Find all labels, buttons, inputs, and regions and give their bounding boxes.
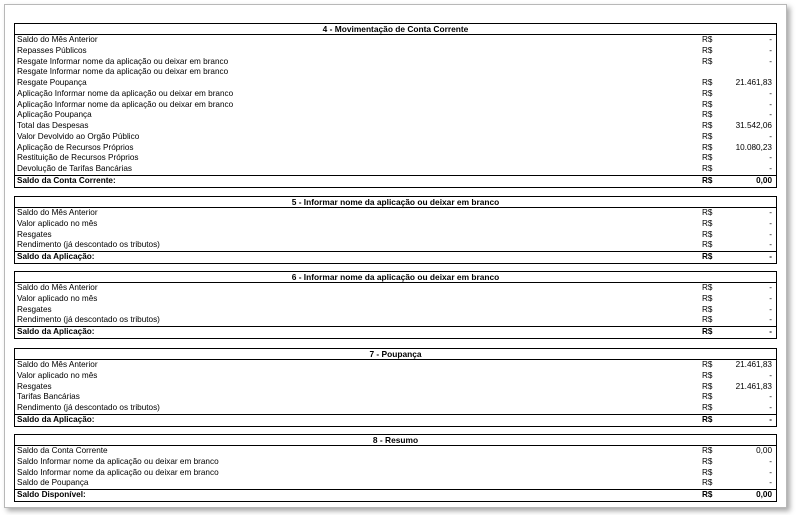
row-value: - xyxy=(769,456,772,466)
row-value: 21.461,83 xyxy=(735,360,772,369)
row-label: Resgate Informar nome da aplicação ou deixar em branco xyxy=(17,56,229,66)
table-row xyxy=(15,240,776,251)
row-value: - xyxy=(769,110,772,120)
table-row xyxy=(15,121,776,132)
row-currency: R$ xyxy=(702,360,713,369)
row-label: Saldo Informar nome da aplicação ou deixar em branco xyxy=(17,467,219,477)
row-currency: R$ xyxy=(702,315,713,325)
row-label: Restituição de Recursos Próprios xyxy=(17,153,139,163)
table-row xyxy=(15,57,776,68)
table-row xyxy=(15,294,776,305)
table-row xyxy=(15,457,776,468)
row-value: - xyxy=(769,467,772,477)
row-label: Saldo de Poupança xyxy=(17,478,89,488)
table-row xyxy=(15,35,776,46)
row-currency: R$ xyxy=(702,240,713,250)
row-currency: R$ xyxy=(702,110,713,120)
row-label: Saldo do Mês Anterior xyxy=(17,360,98,369)
report-frame xyxy=(4,4,787,508)
total-label: Saldo da Aplicação: xyxy=(17,414,95,424)
row-currency: R$ xyxy=(702,304,713,314)
section-title: 6 - Informar nome da aplicação ou deixar em branco xyxy=(15,272,776,283)
row-currency: R$ xyxy=(702,88,713,98)
table-row xyxy=(15,230,776,241)
section-conta-corrente xyxy=(14,23,777,188)
row-currency: R$ xyxy=(702,370,713,380)
row-label: Aplicação Informar nome da aplicação ou deixar em branco xyxy=(17,99,234,109)
row-currency: R$ xyxy=(702,293,713,303)
table-row xyxy=(15,371,776,382)
row-value: - xyxy=(769,293,772,303)
row-value: - xyxy=(769,403,772,412)
total-value: - xyxy=(769,252,772,261)
row-value: - xyxy=(769,88,772,98)
row-label: Saldo da Conta Corrente xyxy=(17,446,108,455)
table-row xyxy=(15,382,776,393)
row-value: - xyxy=(769,218,772,228)
row-label: Rendimento (já descontado os tributos) xyxy=(17,240,160,250)
table-row xyxy=(15,67,776,78)
total-label: Saldo da Conta Corrente: xyxy=(17,175,116,185)
row-value: - xyxy=(769,35,772,44)
row-currency: R$ xyxy=(702,478,713,488)
row-label: Resgates xyxy=(17,304,52,314)
row-currency: R$ xyxy=(702,78,713,87)
row-value: - xyxy=(769,56,772,66)
row-currency: R$ xyxy=(702,381,713,391)
row-label: Aplicação Poupança xyxy=(17,110,92,120)
row-value: - xyxy=(769,208,772,217)
row-value: 21.461,83 xyxy=(735,78,772,87)
table-row xyxy=(15,78,776,89)
table-row xyxy=(15,478,776,489)
row-label: Resgate Informar nome da aplicação ou deixar em branco xyxy=(17,67,229,77)
row-value: - xyxy=(769,315,772,325)
row-value: - xyxy=(769,229,772,239)
row-currency: R$ xyxy=(702,208,713,217)
row-currency: R$ xyxy=(702,456,713,466)
row-label: Resgates xyxy=(17,229,52,239)
table-row xyxy=(15,89,776,100)
total-label: Saldo da Aplicação: xyxy=(17,327,95,336)
table-row xyxy=(15,219,776,230)
row-value: - xyxy=(769,283,772,292)
total-value: 0,00 xyxy=(756,490,772,499)
row-currency: R$ xyxy=(702,467,713,477)
section-title: 5 - Informar nome da aplicação ou deixar em branco xyxy=(15,197,776,208)
row-value: 21.461,83 xyxy=(735,381,772,391)
table-row xyxy=(15,468,776,479)
total-row xyxy=(15,489,776,501)
total-currency: R$ xyxy=(702,252,713,261)
row-label: Valor Devolvido ao Orgão Público xyxy=(17,131,140,141)
row-label: Tarifas Bancárias xyxy=(17,392,80,402)
table-row xyxy=(15,132,776,143)
row-currency: R$ xyxy=(702,121,713,130)
table-row xyxy=(15,208,776,219)
row-label: Valor aplicado no mês xyxy=(17,218,98,228)
row-label: Aplicação de Recursos Próprios xyxy=(17,142,134,152)
row-currency: R$ xyxy=(702,35,713,44)
total-row xyxy=(15,175,776,187)
row-value: - xyxy=(769,304,772,314)
table-row xyxy=(15,360,776,371)
row-value: 31.542,06 xyxy=(735,121,772,130)
row-label: Aplicação Informar nome da aplicação ou deixar em branco xyxy=(17,88,234,98)
row-value: - xyxy=(769,99,772,109)
row-label: Rendimento (já descontado os tributos) xyxy=(17,403,160,412)
table-row xyxy=(15,283,776,294)
row-value: - xyxy=(769,240,772,250)
total-row xyxy=(15,326,776,338)
total-currency: R$ xyxy=(702,490,713,499)
section-title: 4 - Movimentação de Conta Corrente xyxy=(15,24,776,35)
table-row xyxy=(15,153,776,164)
section-aplicacao-5 xyxy=(14,196,777,264)
table-row xyxy=(15,110,776,121)
row-value: - xyxy=(769,131,772,141)
row-label: Devolução de Tarifas Bancárias xyxy=(17,164,132,173)
row-currency: R$ xyxy=(702,283,713,292)
total-value: 0,00 xyxy=(756,175,772,185)
table-row xyxy=(15,446,776,457)
row-currency: R$ xyxy=(702,153,713,163)
table-row xyxy=(15,392,776,403)
row-value: - xyxy=(769,370,772,380)
row-currency: R$ xyxy=(702,392,713,402)
table-row xyxy=(15,143,776,154)
row-currency: R$ xyxy=(702,403,713,412)
row-value: 0,00 xyxy=(756,446,772,455)
row-label: Saldo Informar nome da aplicação ou deixar em branco xyxy=(17,456,219,466)
row-currency: R$ xyxy=(702,229,713,239)
total-value: - xyxy=(769,327,772,336)
total-currency: R$ xyxy=(702,414,713,424)
row-value: - xyxy=(769,164,772,173)
row-currency: R$ xyxy=(702,218,713,228)
row-value: 10.080,23 xyxy=(735,142,772,152)
table-row xyxy=(15,403,776,414)
table-row xyxy=(15,305,776,316)
row-currency: R$ xyxy=(702,446,713,455)
total-row xyxy=(15,414,776,426)
row-label: Rendimento (já descontado os tributos) xyxy=(17,315,160,325)
total-label: Saldo Disponível: xyxy=(17,490,86,499)
table-row xyxy=(15,46,776,57)
total-currency: R$ xyxy=(702,175,713,185)
total-value: - xyxy=(769,414,772,424)
row-label: Repasses Públicos xyxy=(17,45,87,55)
section-title: 8 - Resumo xyxy=(15,435,776,446)
row-label: Resgate Poupança xyxy=(17,78,87,87)
row-label: Saldo do Mês Anterior xyxy=(17,208,98,217)
row-currency: R$ xyxy=(702,99,713,109)
table-row xyxy=(15,315,776,326)
row-value: - xyxy=(769,392,772,402)
section-aplicacao-6 xyxy=(14,271,777,339)
section-resumo xyxy=(14,434,777,502)
row-label: Saldo do Mês Anterior xyxy=(17,35,98,44)
row-value: - xyxy=(769,153,772,163)
row-value: - xyxy=(769,45,772,55)
row-value: - xyxy=(769,478,772,488)
row-label: Saldo do Mês Anterior xyxy=(17,283,98,292)
row-currency: R$ xyxy=(702,164,713,173)
row-currency: R$ xyxy=(702,142,713,152)
row-label: Valor aplicado no mês xyxy=(17,370,98,380)
row-label: Total das Despesas xyxy=(17,121,89,130)
row-label: Valor aplicado no mês xyxy=(17,293,98,303)
row-currency: R$ xyxy=(702,131,713,141)
total-currency: R$ xyxy=(702,327,713,336)
section-title: 7 - Poupança xyxy=(15,349,776,360)
row-label: Resgates xyxy=(17,381,52,391)
total-row xyxy=(15,251,776,263)
table-row xyxy=(15,164,776,175)
total-label: Saldo da Aplicação: xyxy=(17,252,95,261)
table-row xyxy=(15,100,776,111)
row-currency: R$ xyxy=(702,45,713,55)
row-currency: R$ xyxy=(702,56,713,66)
section-poupanca xyxy=(14,348,777,427)
